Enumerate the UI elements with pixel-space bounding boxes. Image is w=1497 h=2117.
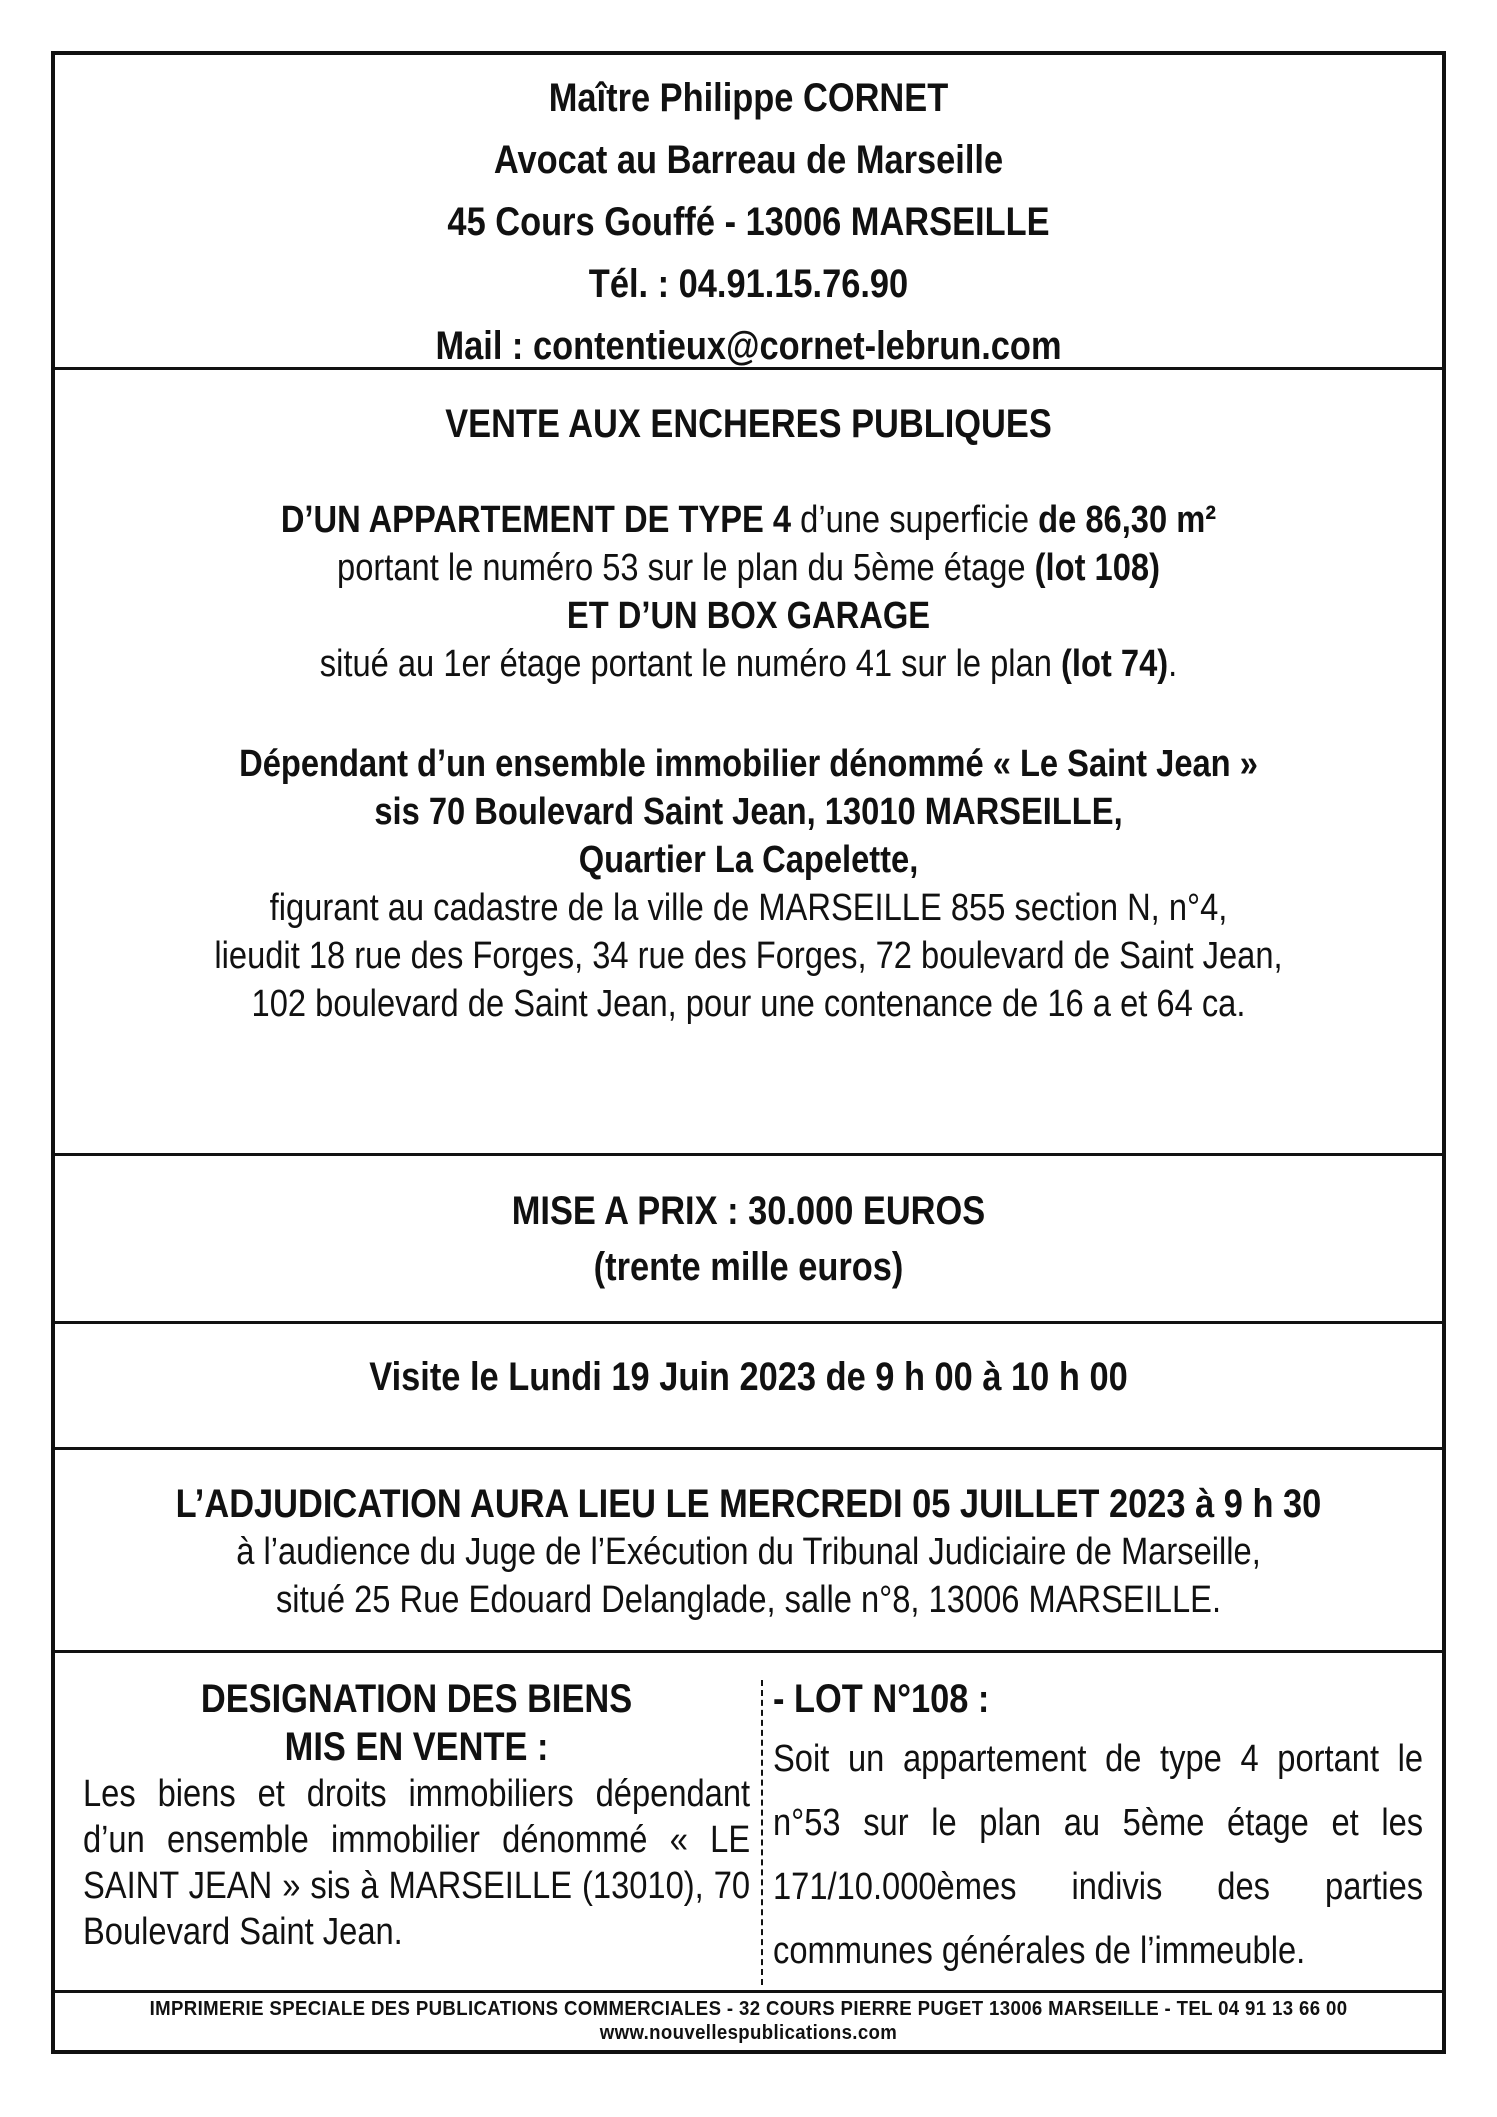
adjudication-venue: à l’audience du Juge de l’Exécution du Tribunal Judiciaire de Marseille,	[236, 1531, 1261, 1573]
lot-heading: - LOT N°108 :	[773, 1677, 990, 1721]
column-divider	[761, 1680, 763, 1985]
divider-2	[55, 1153, 1442, 1156]
printer-website: www.nouvellespublications.com	[599, 2022, 898, 2044]
ensemble-address: sis 70 Boulevard Saint Jean, 13010 MARSEILLE,	[374, 791, 1123, 833]
designation-text: Les biens et droits immobiliers dépendant d’un ensemble immobilier dénommé « LE SAINT JEAN » sis à MARSEILLE (13010), 70 Boulevard Saint Jean.	[83, 1773, 751, 1953]
cadastre-line: lieudit 18 rue des Forges, 34 rue des Forges, 72 boulevard de Saint Jean,	[214, 935, 1283, 977]
printer-info: IMPRIMERIE SPECIALE DES PUBLICATIONS COMMERCIALES - 32 COURS PIERRE PUGET 13006 MARSEILLE - TEL 04 91 13 66 00	[149, 1998, 1348, 2020]
lawyer-address: 45 Cours Gouffé - 13006 MARSEILLE	[447, 200, 1050, 244]
adjudication-date: L’ADJUDICATION AURA LIEU LE MERCREDI 05 JUILLET 2023 à 9 h 30	[175, 1482, 1322, 1526]
visit-info	[55, 1345, 1442, 1409]
printer-footer	[55, 1997, 1442, 2045]
designation-right-column	[773, 1675, 1423, 1983]
starting-price	[55, 1183, 1442, 1295]
apartment-surface: de 86,30 m²	[1038, 499, 1217, 541]
lawyer-name: Maître Philippe CORNET	[548, 76, 949, 120]
lawyer-phone: Tél. : 04.91.15.76.90	[588, 262, 909, 306]
lawyer-title: Avocat au Barreau de Marseille	[493, 138, 1004, 182]
apartment-type: D’UN APPARTEMENT DE TYPE 4	[280, 499, 792, 541]
lot-text: Soit un appartement de type 4 portant le n°53 sur le plan au 5ème étage et les 171/10.000èmes indivis des parties communes générales de l’immeuble.	[773, 1738, 1424, 1972]
box-line-end: .	[1168, 643, 1178, 685]
divider-4	[55, 1447, 1442, 1450]
box-line	[152, 640, 1345, 688]
divider-6	[55, 1990, 1442, 1993]
notice-frame	[51, 51, 1446, 2054]
divider-3	[55, 1321, 1442, 1324]
box-plan: situé au 1er étage portant le numéro 41 sur le plan	[319, 643, 1062, 685]
ensemble-name: Dépendant d’un ensemble immobilier dénommé « Le Saint Jean »	[239, 743, 1258, 785]
adjudication-address: situé 25 Rue Edouard Delanglade, salle n°8, 13006 MARSEILLE.	[275, 1579, 1222, 1621]
price-words: (trente mille euros)	[593, 1245, 904, 1289]
apartment-plan: portant le numéro 53 sur le plan du 5ème étage	[337, 547, 1035, 589]
divider-1	[55, 367, 1442, 370]
cadastre-line: figurant au cadastre de la ville de MARSEILLE 855 section N, n°4,	[269, 887, 1228, 929]
visit-date: Visite le Lundi 19 Juin 2023 de 9 h 00 à 10 h 00	[369, 1355, 1128, 1399]
designation-left-column	[83, 1675, 750, 1955]
sale-title: VENTE AUX ENCHERES PUBLIQUES	[445, 402, 1052, 446]
lawyer-email: Mail : contentieux@cornet-lebrun.com	[435, 324, 1062, 368]
lawyer-header	[55, 67, 1442, 377]
divider-5	[55, 1650, 1442, 1653]
designation-heading: MIS EN VENTE :	[284, 1725, 549, 1769]
apartment-surface-label: d’une superficie	[791, 499, 1039, 541]
apartment-line	[152, 496, 1345, 544]
apartment-lot: (lot 108)	[1034, 547, 1160, 589]
box-title: ET D’UN BOX GARAGE	[566, 595, 931, 637]
cadastre-line: 102 boulevard de Saint Jean, pour une contenance de 16 a et 64 ca.	[251, 983, 1246, 1025]
price-amount: MISE A PRIX : 30.000 EUROS	[511, 1189, 986, 1233]
ensemble-quarter: Quartier La Capelette,	[578, 839, 919, 881]
box-lot: (lot 74)	[1061, 643, 1169, 685]
designation-heading: DESIGNATION DES BIENS	[200, 1677, 633, 1721]
apartment-lot-line	[152, 544, 1345, 592]
sale-description	[55, 400, 1442, 1028]
adjudication-info	[55, 1480, 1442, 1624]
